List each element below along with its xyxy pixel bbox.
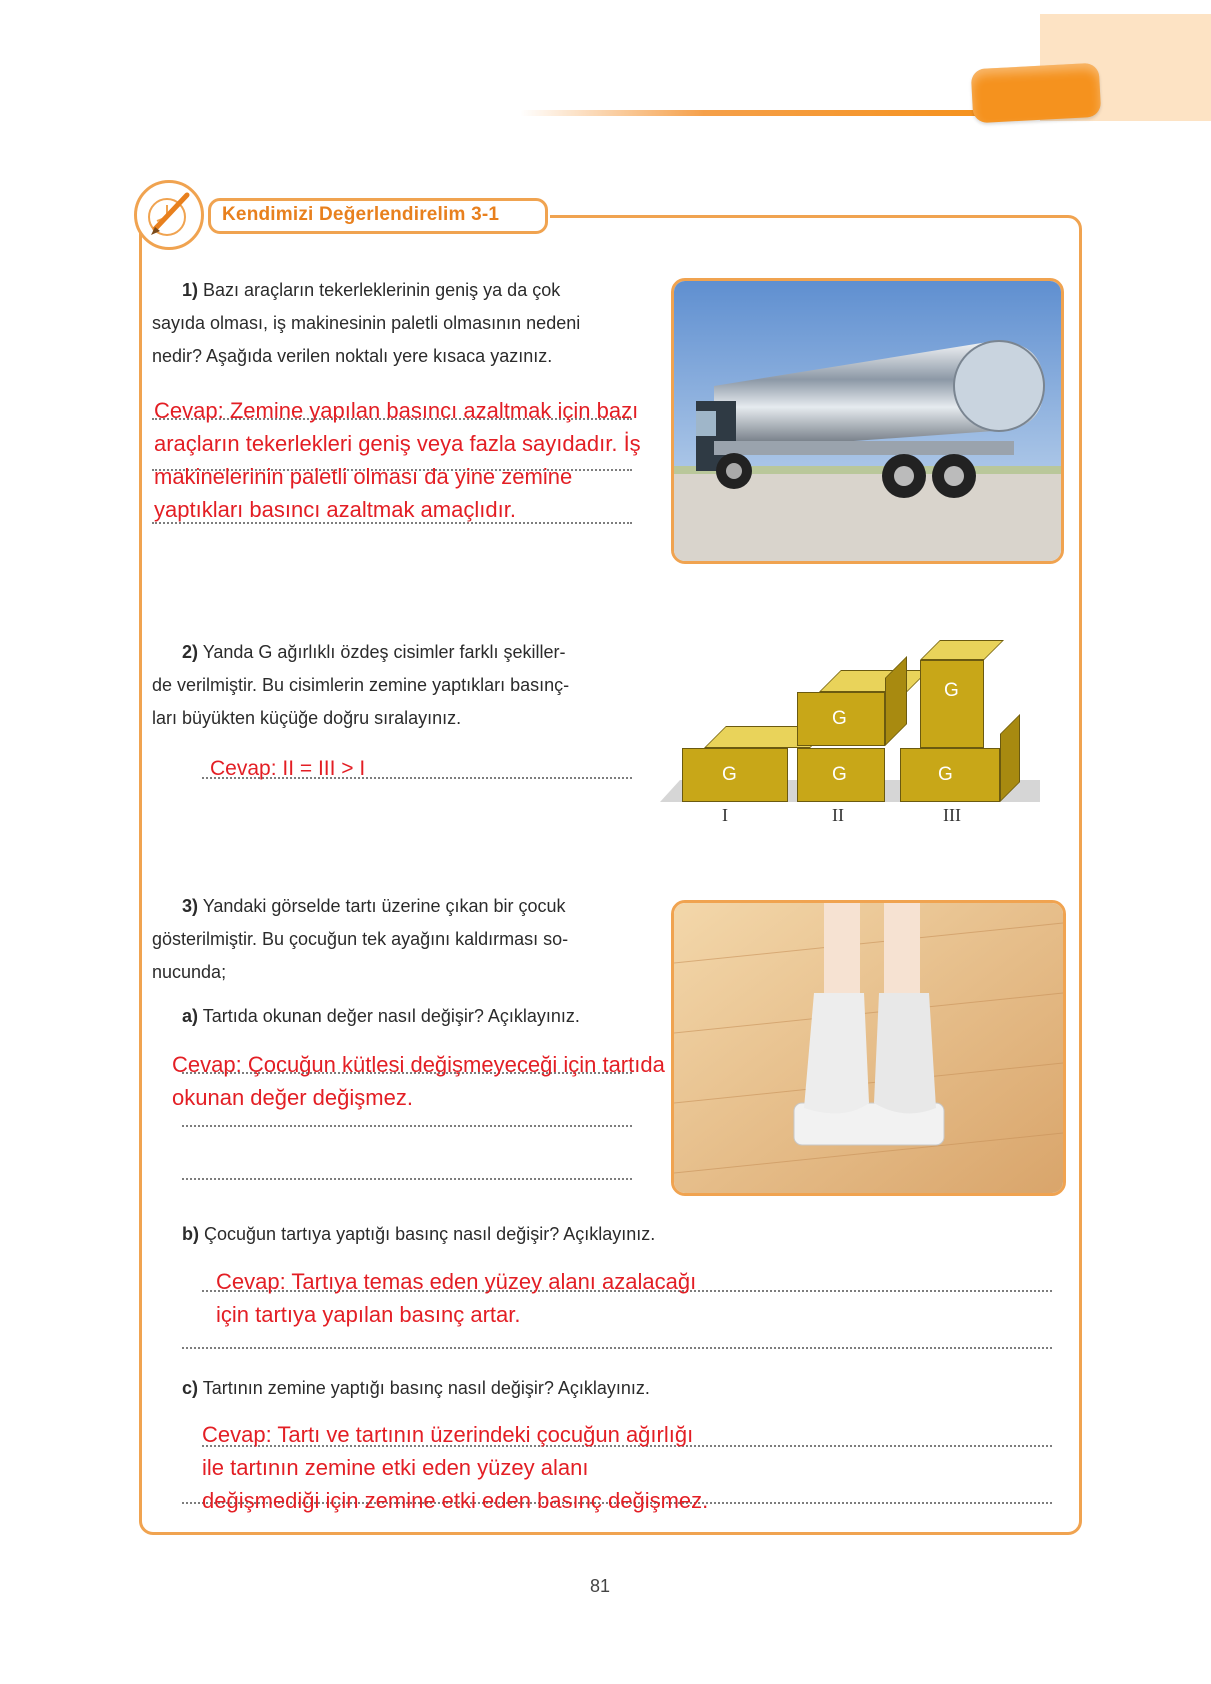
q2-line-1: 2) Yanda G ağırlıklı özdeş cisimler farklı şekiller- bbox=[182, 642, 566, 662]
q3c-question: c) Tartının zemine yaptığı basınç nasıl değişir? Açıklayınız. bbox=[182, 1378, 650, 1398]
q3b-answer-line-1: Cevap: Tartıya temas eden yüzey alanı azalacağı bbox=[216, 1269, 697, 1294]
q3-line-2: gösterilmiştir. Bu çocuğun tek ayağını kaldırması so- bbox=[152, 929, 569, 949]
q3-text bbox=[152, 890, 652, 989]
q3-line-1: 3) Yandaki görselde tartı üzerine çıkan bir çocuk bbox=[182, 896, 566, 916]
q1-answer-line-3: makinelerinin paletli olması da yine zemine bbox=[154, 464, 573, 489]
block-front bbox=[920, 660, 984, 748]
q3a-label: a) bbox=[182, 1006, 199, 1026]
pencil-clock-icon bbox=[134, 180, 204, 250]
q3b-label: b) bbox=[182, 1224, 199, 1244]
q3b-answer bbox=[216, 1265, 816, 1331]
blocks-illustration bbox=[660, 640, 1040, 830]
header-accent-line bbox=[520, 110, 980, 116]
q3c-label: c) bbox=[182, 1378, 199, 1398]
child-on-scale-photo bbox=[671, 900, 1066, 1196]
q2-answer: Cevap: II = III > I bbox=[210, 757, 366, 780]
q2-text bbox=[152, 636, 652, 735]
q2-line-2: de verilmiştir. Bu cisimlerin zemine yaptıkları basınç- bbox=[152, 675, 570, 695]
q3-number: 3) bbox=[182, 896, 199, 916]
block-label-g: G bbox=[722, 764, 737, 785]
q2-line-3: ları büyükten küçüğe doğru sıralayınız. bbox=[152, 708, 462, 728]
q3a-answer-line-1: Cevap: Çocuğun kütlesi değişmeyeceği için tartıda bbox=[172, 1052, 665, 1077]
q1-answer-line-2: araçların tekerlekleri geniş veya fazla sayıdadır. İş bbox=[154, 431, 641, 456]
block-label-g: G bbox=[832, 708, 847, 729]
q1-text bbox=[152, 274, 652, 373]
q3c-answer-line-1: Cevap: Tartı ve tartının üzerindeki çocuğun ağırlığı bbox=[202, 1422, 694, 1447]
q3b-dotted-line-2 bbox=[182, 1347, 1052, 1349]
q1-answer bbox=[154, 394, 714, 526]
q3-line-3: nucunda; bbox=[152, 962, 227, 982]
group-label-3: III bbox=[943, 805, 961, 825]
header-accent-pill bbox=[971, 63, 1102, 124]
block-label-g: G bbox=[938, 764, 953, 785]
page-title: Kendimizi Değerlendirelim 3-1 bbox=[222, 204, 500, 225]
group-label-2: II bbox=[832, 805, 844, 825]
block-label-g: G bbox=[832, 764, 847, 785]
block-label-g: G bbox=[944, 680, 959, 701]
q3c-answer-line-2: ile tartının zemine etki eden yüzey alanı bbox=[202, 1455, 589, 1480]
q1-number: 1) bbox=[182, 280, 199, 300]
q3a-answer bbox=[172, 1048, 732, 1114]
q2-number: 2) bbox=[182, 642, 199, 662]
tanker-truck-photo bbox=[671, 278, 1064, 564]
q3c-answer-line-3: değişmediği için zemine etki eden basınç değişmez. bbox=[202, 1488, 709, 1513]
q1-line-1: 1) Bazı araçların tekerleklerinin geniş ya da çok bbox=[182, 280, 561, 300]
q1-answer-line-1: Cevap: Zemine yapılan basıncı azaltmak için bazı bbox=[154, 398, 639, 423]
q1-line-3: nedir? Aşağıda verilen noktalı yere kısaca yazınız. bbox=[152, 346, 553, 366]
q3a-dotted-line-2 bbox=[182, 1125, 632, 1127]
q3a-dotted-line-3 bbox=[182, 1178, 632, 1180]
q1-line-2: sayıda olması, iş makinesinin paletli olmasının nedeni bbox=[152, 313, 581, 333]
q3b-question: b) Çocuğun tartıya yaptığı basınç nasıl değişir? Açıklayınız. bbox=[182, 1224, 656, 1244]
group-label-1: I bbox=[722, 805, 728, 825]
q3c-answer bbox=[202, 1418, 822, 1517]
q3a-question: a) Tartıda okunan değer nasıl değişir? Açıklayınız. bbox=[182, 1006, 580, 1026]
q3a-answer-line-2: okunan değer değişmez. bbox=[172, 1085, 413, 1110]
q3b-answer-line-2: için tartıya yapılan basınç artar. bbox=[216, 1302, 521, 1327]
q1-answer-line-4: yaptıkları basıncı azaltmak amaçlıdır. bbox=[154, 497, 516, 522]
page-number: 81 bbox=[590, 1576, 611, 1596]
